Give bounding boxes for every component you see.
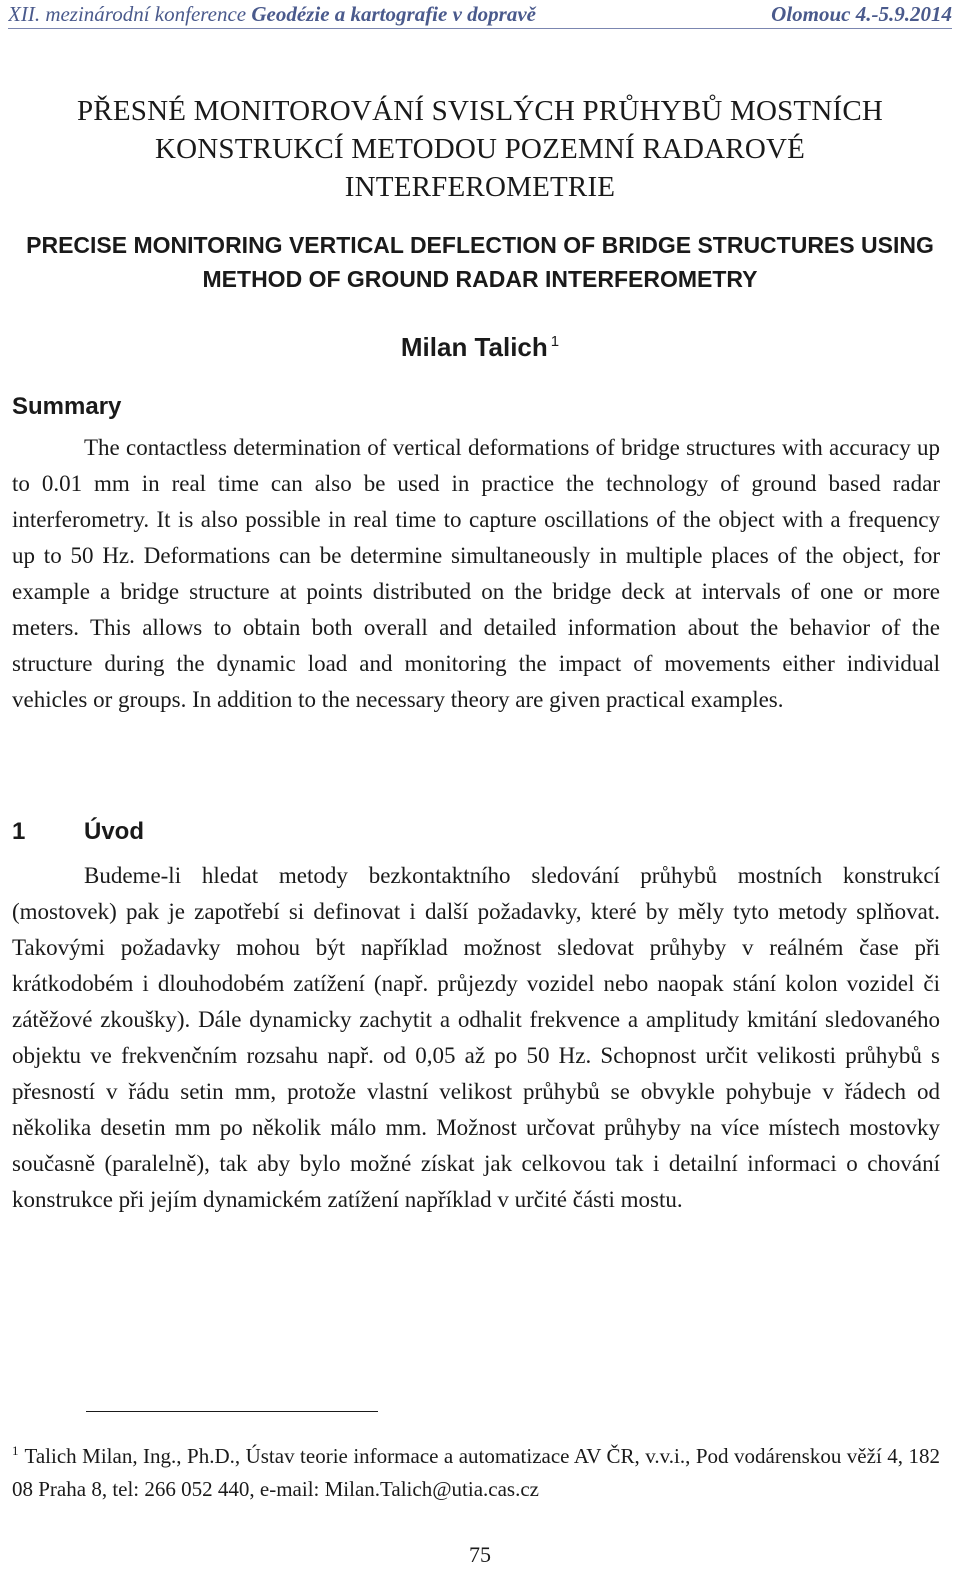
footnote <box>12 1434 940 1506</box>
conference-title <box>8 2 536 27</box>
running-header <box>8 2 952 29</box>
footnote-divider <box>86 1411 378 1412</box>
section-number: 1 <box>12 818 26 845</box>
footnote-text: Talich Milan, Ing., Ph.D., Ústav teorie informace a automatizace AV ČR, v.v.i., Pod vodárenskou věží 4, 182 08 Praha 8, tel: 266 052 440, e-mail: Milan.Talich@utia.cas.cz <box>12 1444 940 1501</box>
title-english: PRECISE MONITORING VERTICAL DEFLECTION OF BRIDGE STRUCTURES USING METHOD OF GROUND RADAR INTERFEROMETRY <box>26 232 934 292</box>
conference-location-date: Olomouc 4.-5.9.2014 <box>771 2 952 26</box>
conference-prefix: XII. mezinárodní konference <box>8 2 252 26</box>
summary-text: The contactless determination of vertical deformations of bridge structures with accuracy up to 0.01 mm in real time can also be used in practice the technology of ground based radar interferometry. It is also possible in real time to capture oscillations of the object with a frequency up to 50 Hz. Deformations can be determine simultaneously in multiple places of the object, for example a bridge structure at points distributed on the bridge deck at intervals of one or more meters. This allows to obtain both overall and detailed information about the behavior of the structure during the dynamic load and monitoring the impact of movements either individual vehicles or groups. In addition to the necessary theory are given practical examples. <box>12 435 940 712</box>
footnote-mark: 1 <box>12 1443 19 1458</box>
author-name: Milan Talich <box>400 332 548 362</box>
section-text: Budeme-li hledat metody bezkontaktního sledování průhybů mostních konstrukcí (mostovek) pak je zapotřebí si definovat i další požadavky, které by měly tyto metody splňovat. Takovými požadavky mohou být například možnost sledovat průhyby v reálném čase při krátkodobém i dlouhodobém zatížení (např. průjezdy vozidel nebo naopak stání kolon vozidel či zátěžové zkoušky). Dále dynamicky zachytit a odhalit frekvence a amplitudy kmitání sledovaného objektu ve frekvenčním rozsahu např. od 0,05 až po 50 Hz. Schopnost určit velikosti průhybů s přesností v řádu setin mm, protože vlastní velikost průhybů se obvykle pohybuje v řádech od několika desetin mm po několik málo mm. Možnost určovat průhyby na více místech mostovky současně (paralelně), tak aby bylo možné získat jak celkovou tak i detailní informaci o chování konstrukce při jejím dynamickém zatížení například v určité části mostu. <box>12 863 940 1212</box>
author-footnote-mark: 1 <box>550 333 560 350</box>
summary-heading: Summary <box>12 393 122 420</box>
section-title: Úvod <box>84 818 144 845</box>
title-czech: PŘESNÉ MONITOROVÁNÍ SVISLÝCH PRŮHYBŮ MOSTNÍCH KONSTRUKCÍ METODOU POZEMNÍ RADAROVÉ INTERFEROMETRIE <box>76 95 884 203</box>
author-line <box>20 324 940 365</box>
conference-name: Geodézie a kartografie v dopravě <box>251 2 536 26</box>
page-number: 75 <box>469 1542 491 1567</box>
section-heading <box>12 814 144 850</box>
